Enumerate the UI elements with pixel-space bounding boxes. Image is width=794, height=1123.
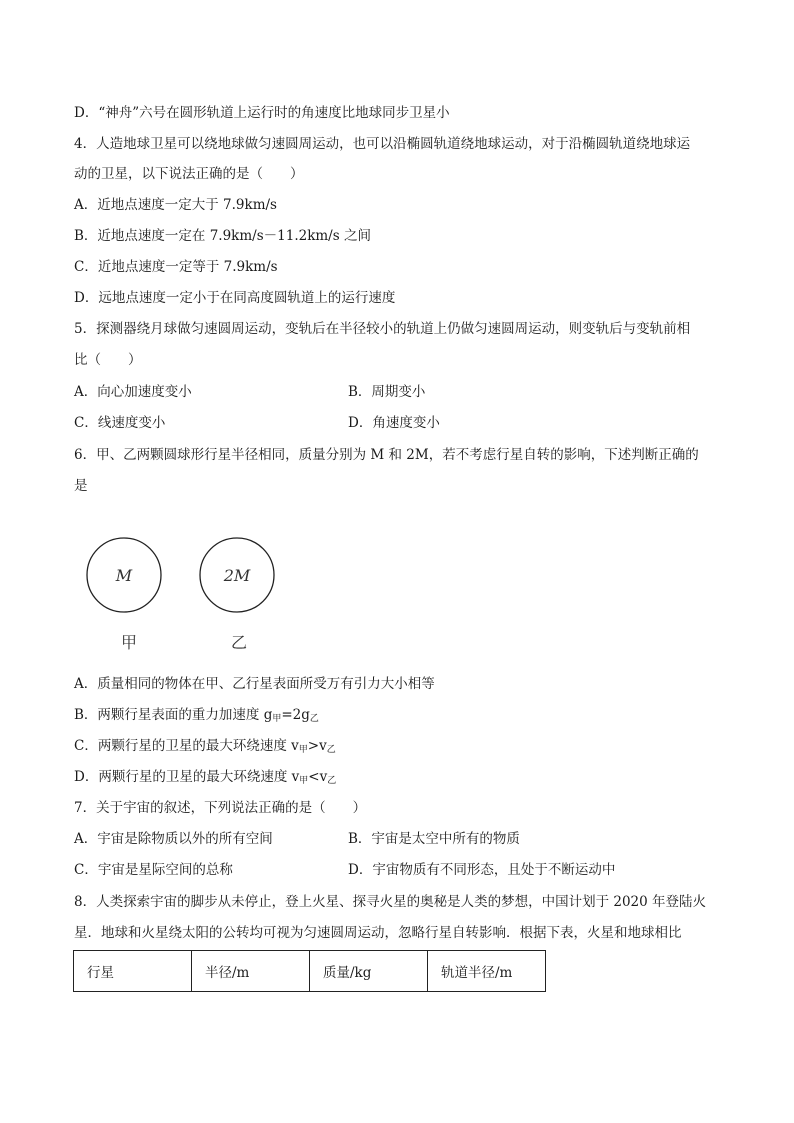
q7-stem: 7．关于宇宙的叙述，下列说法正确的是（ ）	[74, 800, 367, 816]
q4-option-a[interactable]: A．近地点速度一定大于 7.9km/s	[74, 197, 277, 213]
planet-jia-caption: 甲	[120, 633, 138, 652]
q6-option-c-mid: >v	[307, 738, 327, 754]
q8-stem-line1: 8．人类探索宇宙的脚步从未停止，登上火星、探寻火星的奥秘是人类的梦想，中国计划于 2020 年登陆火	[74, 894, 707, 910]
q7-option-b[interactable]: B．宇宙是太空中所有的物质	[348, 831, 520, 847]
table-header-mass: 质量/kg	[310, 951, 428, 992]
table-header-radius: 半径/m	[192, 951, 310, 992]
planets-diagram	[74, 530, 334, 660]
q6-option-b-text: B．两颗行星表面的重力加速度 g	[74, 707, 273, 723]
q4-option-b[interactable]: B．近地点速度一定在 7.9km/s－11.2km/s 之间	[74, 228, 371, 244]
q6-option-c-text: C．两颗行星的卫星的最大环绕速度 v	[74, 738, 299, 754]
q6-option-c-sub2: 乙	[326, 745, 336, 755]
q5-option-c[interactable]: C．线速度变小	[74, 415, 166, 431]
q6-option-c[interactable]	[74, 737, 336, 759]
q6-option-d-sub2: 乙	[327, 776, 337, 786]
q6-option-d-mid: <v	[308, 769, 328, 785]
q6-option-d[interactable]	[74, 768, 336, 790]
q5-option-d[interactable]: D．角速度变小	[348, 415, 440, 431]
planet-jia-mass-label: M	[115, 566, 133, 585]
q5-option-a[interactable]: A．向心加速度变小	[74, 384, 192, 400]
planets-figure	[74, 530, 334, 660]
q4-stem-line2: 动的卫星，以下说法正确的是（ ）	[74, 166, 304, 182]
planet-yi-caption: 乙	[230, 633, 248, 652]
q6-option-a[interactable]: A．质量相同的物体在甲、乙行星表面所受万有引力大小相等	[74, 676, 435, 692]
q6-option-b[interactable]	[74, 706, 319, 728]
table-header-planet: 行星	[74, 951, 192, 992]
q7-option-a[interactable]: A．宇宙是除物质以外的所有空间	[74, 831, 273, 847]
q6-option-d-sub1: 甲	[299, 776, 309, 786]
q6-stem-line1: 6．甲、乙两颗圆球形行星半径相同，质量分别为 M 和 2M，若不考虑行星自转的影响，下述判断正确的	[74, 447, 699, 463]
q4-option-c[interactable]: C．近地点速度一定等于 7.9km/s	[74, 259, 278, 275]
table-row	[74, 951, 546, 992]
table-header-orbit-radius: 轨道半径/m	[428, 951, 546, 992]
q4-option-d[interactable]: D．远地点速度一定小于在同高度圆轨道上的运行速度	[74, 290, 396, 306]
planet-data-table	[73, 950, 546, 992]
q7-option-d[interactable]: D．宇宙物质有不同形态，且处于不断运动中	[348, 862, 616, 878]
q6-option-c-sub1: 甲	[298, 745, 308, 755]
q6-option-b-sub2: 乙	[309, 714, 319, 724]
q7-option-c[interactable]: C．宇宙是星际空间的总称	[74, 862, 233, 878]
q4-stem-line1: 4．人造地球卫星可以绕地球做匀速圆周运动，也可以沿椭圆轨道绕地球运动，对于沿椭圆轨道绕地球运	[74, 136, 691, 152]
q5-option-b[interactable]: B．周期变小	[348, 384, 426, 400]
planet-yi-mass-label: 2M	[223, 566, 251, 585]
q6-stem-line2: 是	[74, 478, 88, 494]
q5-stem-line2: 比（ ）	[74, 352, 142, 368]
q6-option-d-text: D．两颗行星的卫星的最大环绕速度 v	[74, 769, 300, 785]
q5-stem-line1: 5．探测器绕月球做匀速圆周运动，变轨后在半径较小的轨道上仍做匀速圆周运动，则变轨后与变轨前相	[74, 321, 691, 337]
q6-option-b-mid: =2g	[281, 707, 310, 723]
q3-option-d[interactable]: D．“神舟”六号在圆形轨道上运行时的角速度比地球同步卫星小	[74, 105, 450, 121]
q8-stem-line2: 星．地球和火星绕太阳的公转均可视为匀速圆周运动，忽略行星自转影响．根据下表，火星和地球相比	[74, 925, 682, 941]
q6-option-b-sub1: 甲	[272, 714, 282, 724]
